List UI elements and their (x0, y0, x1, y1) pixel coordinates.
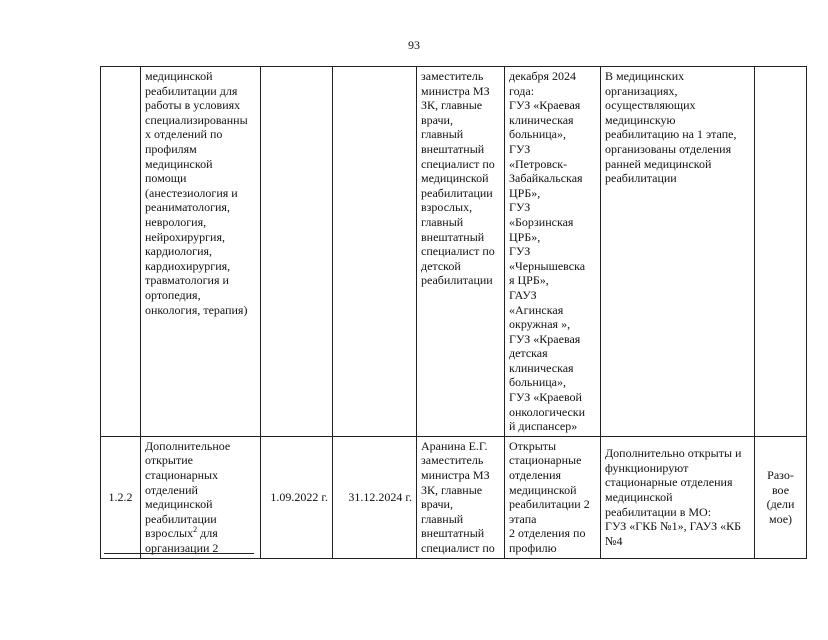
cell-responsible: Аранина Е.Г. заместитель министра МЗ ЗК, главные врачи, главный внештатный специалист по (417, 436, 505, 558)
cell-type: Разо- вое (дели мое) (755, 436, 807, 558)
footnote-ref: 2 (193, 525, 198, 535)
cell-start-date: 1.09.2022 г. (261, 436, 333, 558)
cell-event: медицинской реабилитации для работы в условиях специализированны х отделений по профилям медицинской помощи (анестезиология и реаниматология, неврология, нейрохирургия, кардиология, кардиохирургия, травматология и ортопедия, онкология, терапия) (141, 67, 261, 437)
event-text: Дополнительное открытие стационарных отделений медицинской реабилитации взрослых (145, 438, 231, 541)
cell-result: В медицинских организациях, осуществляющих медицинскую реабилитацию на 1 этапе, организованы отделения ранней медицинской реабилитации (601, 67, 755, 437)
cell-num (101, 67, 141, 437)
cell-end-date (333, 67, 417, 437)
plan-table (100, 66, 807, 559)
cell-start-date (261, 67, 333, 437)
cell-result: Дополнительно открыты и функционируют стационарные отделения медицинской реабилитации в МО: ГУЗ «ГКБ №1», ГАУЗ «КБ №4 (601, 436, 755, 558)
cell-num: 1.2.2 (101, 436, 141, 558)
table-row (101, 67, 807, 437)
cell-event (141, 436, 261, 558)
event-text-tail: для организации 2 (145, 526, 219, 555)
footnote-separator (104, 553, 254, 554)
cell-indicator: Открыты стационарные отделения медицинской реабилитации 2 этапа 2 отделения по профилю (505, 436, 601, 558)
table-row (101, 436, 807, 558)
cell-end-date: 31.12.2024 г. (333, 436, 417, 558)
cell-responsible: заместитель министра МЗ ЗК, главные врачи, главный внештатный специалист по медицинской реабилитации взрослых, главный внештатный специалист по детской реабилитации (417, 67, 505, 437)
cell-type (755, 67, 807, 437)
cell-indicator: декабря 2024 года: ГУЗ «Краевая клиническая больница», ГУЗ «Петровск- Забайкальская ЦРБ», ГУЗ «Борзинская ЦРБ», ГУЗ «Чернышевска я ЦРБ», ГАУЗ «Агинская окружная », ГУЗ «Краевая детская клиническая больница», ГУЗ «Краевой онкологически й диспансер» (505, 67, 601, 437)
page-number: 93 (408, 38, 420, 52)
